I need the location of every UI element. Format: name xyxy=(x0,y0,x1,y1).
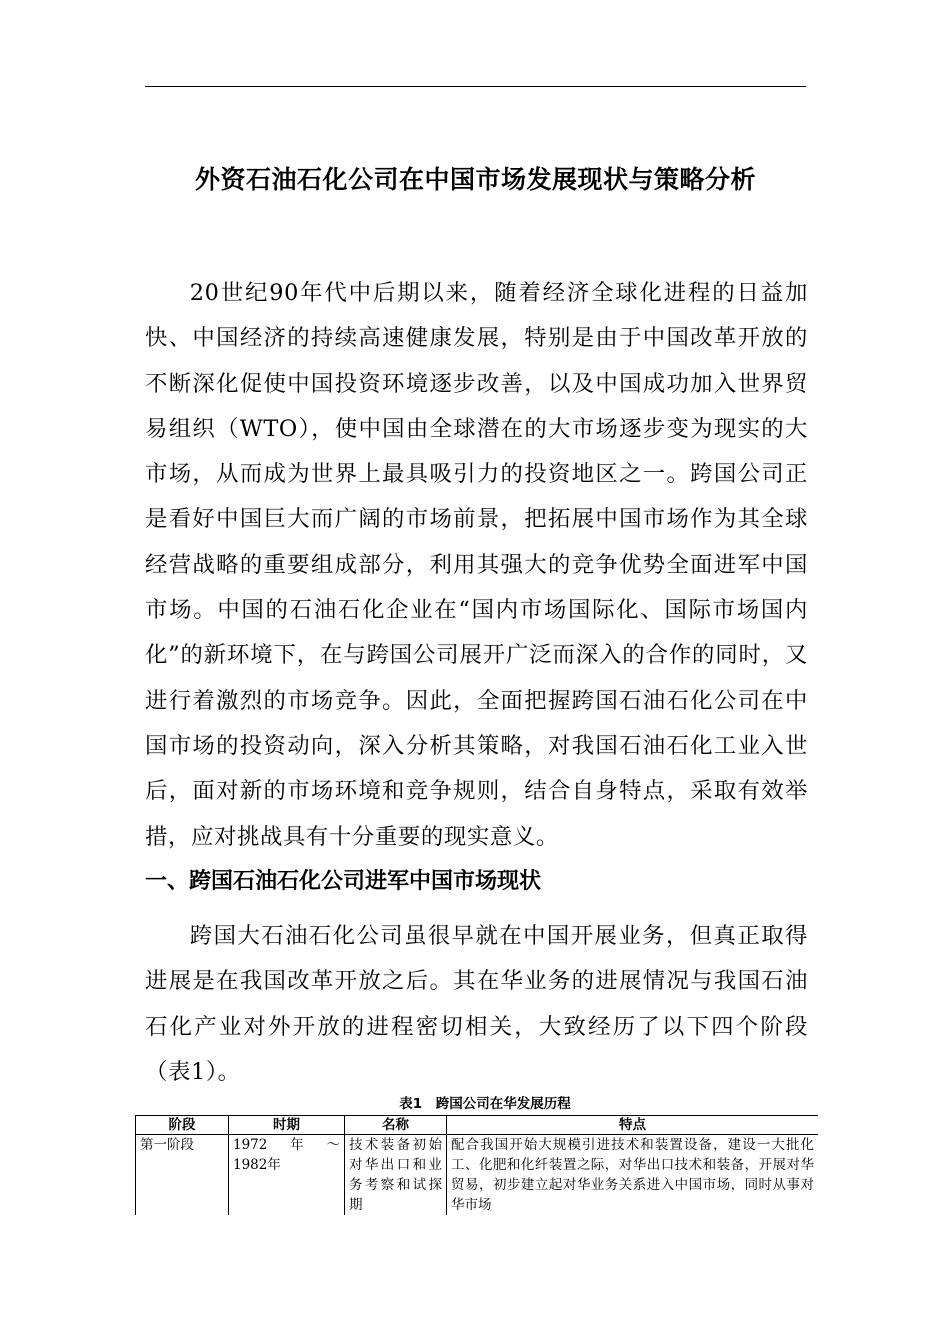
header-name: 名称 xyxy=(345,1116,447,1135)
cell-stage: 第一阶段 xyxy=(136,1135,229,1216)
table-caption: 表1 跨国公司在华发展历程 xyxy=(399,1096,571,1112)
header-period: 时期 xyxy=(229,1116,345,1135)
cell-name: 技术装备初始对华出口和业务考察和试探期 xyxy=(345,1135,447,1216)
header-stage: 阶段 xyxy=(136,1116,229,1135)
table-row xyxy=(136,1135,819,1216)
table-container xyxy=(135,1115,818,1215)
cell-features: 配合我国开始大规模引进技术和装置设备，建设一大批化工、化肥和化纤装置之际，对华出口技术和装备，开展对华贸易，初步建立起对华业务关系进入中国市场，同时从事对华市场 xyxy=(447,1135,819,1216)
cell-period: 1972 年 ～1982年 xyxy=(229,1135,345,1216)
stages-table xyxy=(135,1115,818,1215)
document-title: 外资石油石化公司在中国市场发展现状与策略分析 xyxy=(194,165,756,194)
header-rule xyxy=(145,86,806,87)
section-paragraph: 跨国大石油石化公司虽很早就在中国开展业务，但真正取得进展是在我国改革开放之后。其在华业务的进展情况与我国石油石化产业对外开放的进程密切相关，大致经历了以下四个阶段（表1）。 xyxy=(145,923,808,1085)
section-heading: 一、跨国石油石化公司进军中国市场现状 xyxy=(145,869,542,894)
intro-paragraph: 20世纪90年代中后期以来，随着经济全球化进程的日益加快、中国经济的持续高速健康发展，特别是由于中国改革开放的不断深化促使中国投资环境逐步改善，以及中国成功加入世界贸易组织（WTO），使中国由全球潜在的大市场逐步变为现实的大市场，从而成为世界上最具吸引力的投资地区之一。跨国公司正是看好中国巨大而广阔的市场前景，把拓展中国市场作为其全球经营战略的重要组成部分，利用其强大的竞争优势全面进军中国市场。中国的石油石化企业在“国内市场国际化、国际市场国内化”的新环境下，在与跨国公司展开广泛而深入的合作的同时，又进行着激烈的市场竞争。因此，全面把握跨国石油石化公司在中国市场的投资动向，深入分析其策略，对我国石油石化工业入世后，面对新的市场环境和竞争规则，结合自身特点，采取有效举措，应对挑战具有十分重要的现实意义。 xyxy=(145,280,808,850)
table-header-row xyxy=(136,1116,819,1135)
header-features: 特点 xyxy=(447,1116,819,1135)
